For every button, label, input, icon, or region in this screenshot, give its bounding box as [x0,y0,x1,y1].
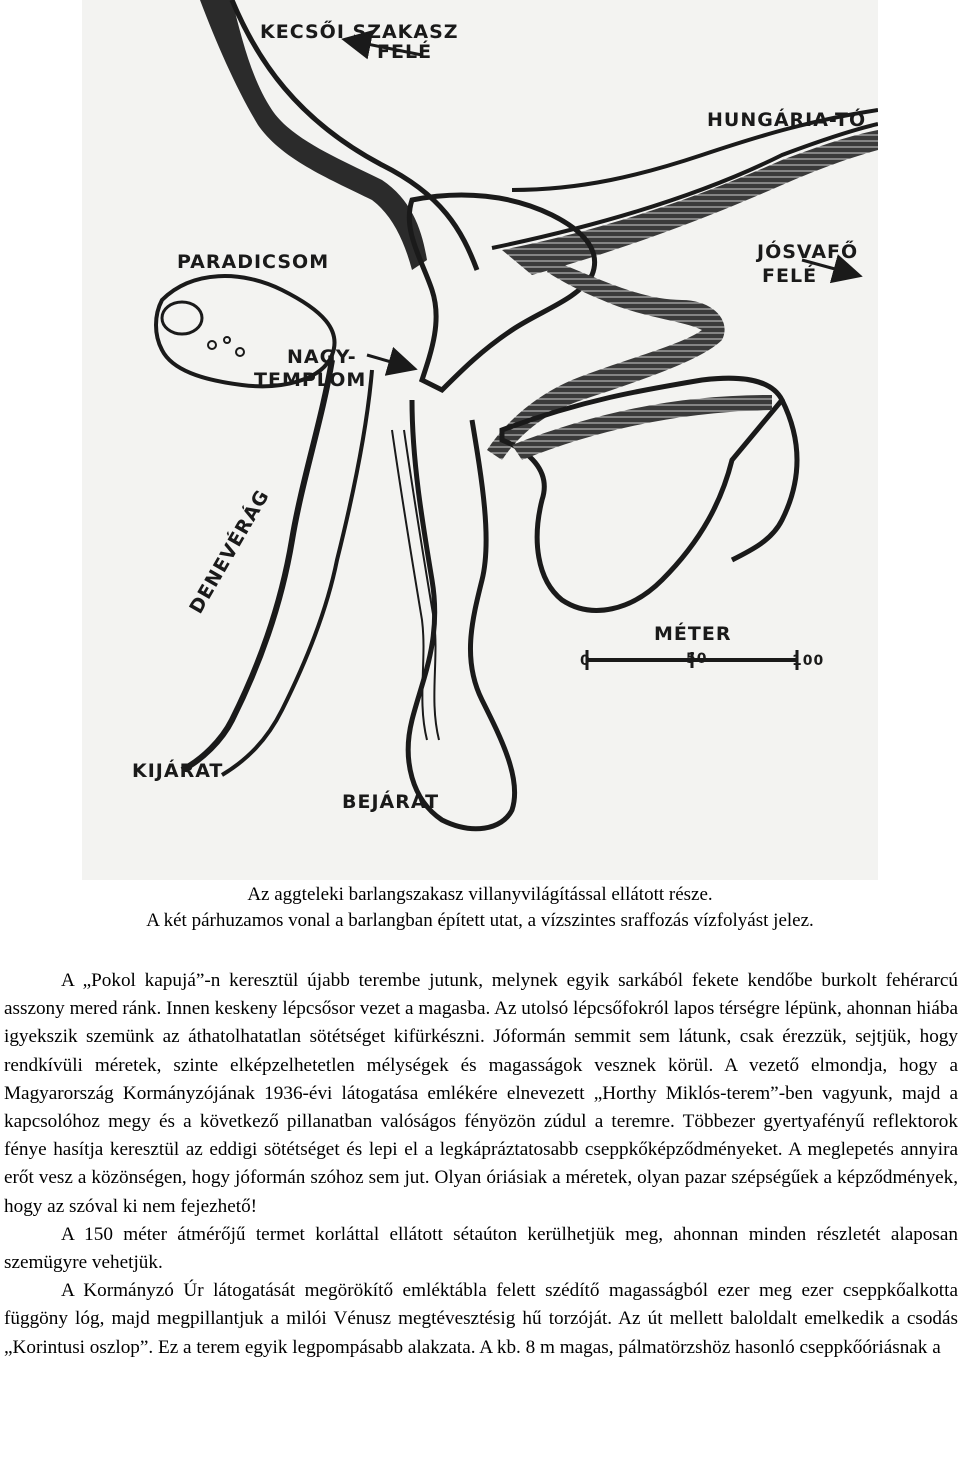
paragraph-3: A Kormányzó Úr látogatását megörökítő emléktábla felett szédítő magasságból ezer meg ezer cseppkőalkotta függöny lóg, majd megpillantjuk a milói Vénusz megtévesztésig hű torzóját. Az út mellett baloldalt emelkedik a csodás „Korintusi oszlop”. Ez a terem egyik legpompásabb alakzata. A kb. 8 m magas, pálmatörzshöz hasonló cseppkőóriásnak a [4,1280,958,1358]
nagytemplom-arrow [367,355,412,368]
label-hungaria-to: HUNGÁRIA-TÓ [707,109,867,131]
path-double-line [392,430,427,740]
paragraph-2: A 150 méter átmérőjű termet korláttal ellátott sétaúton kerülhetjük meg, ahonnan minden részletét alaposan szemügyre vehetjük. [4,1223,958,1274]
cave-map-figure [82,0,878,880]
label-nagy: NAGY- [287,346,357,368]
figure-caption [0,882,960,934]
label-kecsoi-fele: FELÉ [377,41,433,63]
cave-map [82,0,878,880]
scale-label-0: 0 [580,653,591,669]
label-kecsoi-szakasz: KECSŐI SZAKASZ [260,21,459,43]
paragraph-1: A „Pokol kapujá”-n keresztül újabb terembe jutunk, melynek egyik sarkából fekete kendőbe burkolt fehérarcú asszony mered ránk. Innen keskeny lépcsősor vezet a magasba. Az utolsó lépcsőfokról lapos térségre lépünk, ahonnan hiába igyekszik szemünk az áthatolhatatlan sötétséget kifürkészni. Jóformán semmit sem látunk, csak érezzük, sejtjük, hogy rendkívüli méretek, szinte elképzelhetetlen mélységek és magasságok vesznek körül. A vezető elmondja, hogy a Magyarország Kormányzójának 1936-évi látogatása emlékére elnevezett „Horthy Miklós-terem”-ben vagyunk, majd a kapcsolóhoz megy és a következő pillanatban valóságos fényözön zúdul a teremre. Többezer gyertyafényű reflektorok fénye hasítja keresztül az eddigi sötétséget és lepi el a legkápráztatosabb cseppkőképződményeket. A meglepetés annyira erőt vesz a közönségen, hogy jóformán szóhoz sem jut. Olyan óriásiak a méretek, olyan pazar szépségűek a képződmények, hogy az szóval ki nem fejezhető! [4,970,958,1217]
label-josvafo: JÓSVAFŐ [757,241,859,263]
label-templom: TEMPLOM [254,369,367,391]
label-paradicsom: PARADICSOM [177,251,330,273]
scale-label-100: 100 [792,653,825,669]
bejarat-passage [408,400,514,829]
stalagmite-dot [236,348,244,356]
label-bejarat: BEJÁRAT [342,791,440,813]
body-text [4,967,958,1362]
caption-line-2: A két párhuzamos vonal a barlangban épített utat, a vízszintes sraffozás vízfolyást jelez. [146,910,814,931]
paradicsom-pool [162,302,202,334]
stalagmite-dot [208,341,216,349]
label-deneverag: DENEVÉRÁG [185,485,274,618]
label-kijarat: KIJÁRAT [132,760,224,782]
stalagmite-dot [224,337,230,343]
label-josvafo-fele: FELÉ [762,265,818,287]
central-chamber [409,195,594,390]
hungaria-river-outline [492,124,878,248]
caption-line-1: Az aggteleki barlangszakasz villanyvilágítással ellátott része. [247,884,713,905]
deneverag-passage [182,360,332,770]
scale-label-50: 50 [686,651,708,667]
label-meter: MÉTER [654,623,732,645]
deneverag-passage-inner [222,370,372,775]
